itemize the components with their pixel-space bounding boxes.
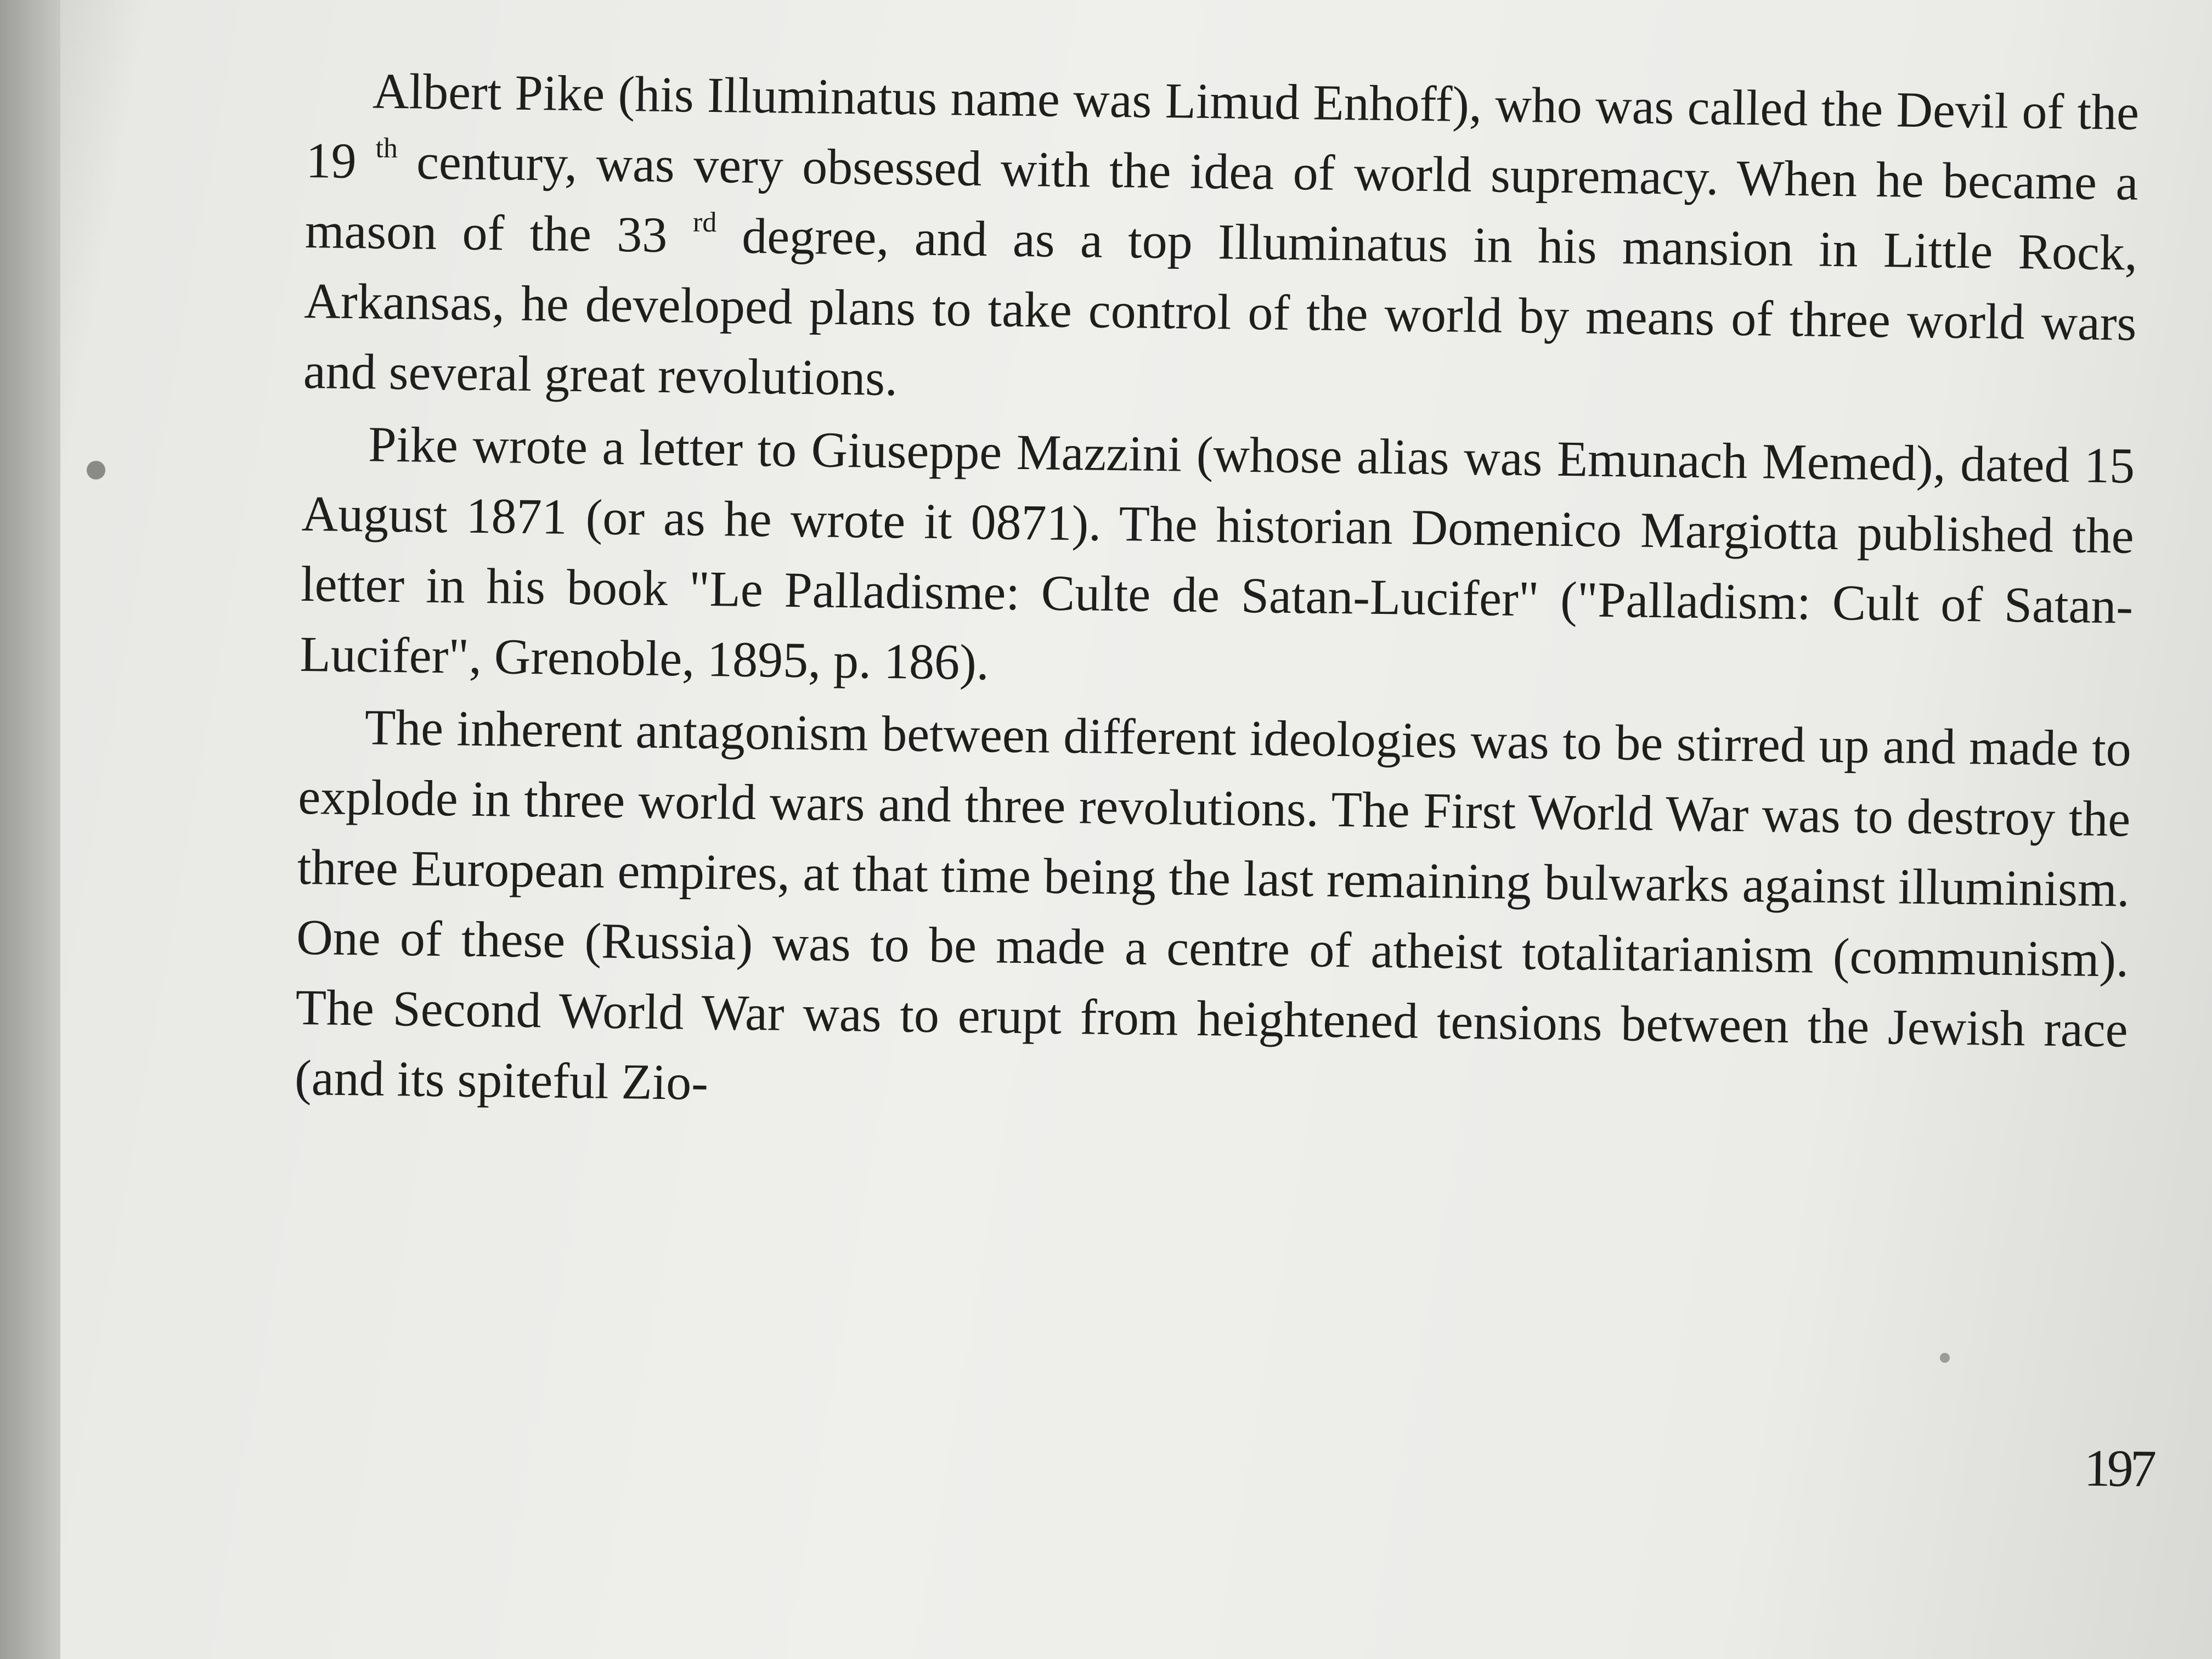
paragraph-1-text-b: century, was very obsessed with the idea of world supremacy. When he became a mason of the 33 [304, 133, 2139, 263]
paragraph-1 [303, 55, 2140, 428]
paragraph-1-text-c: degree, and as a top Illuminatus in his mansion in Little Rock, Arkansas, he developed plans to take control of the world by means of three world wars and several great revolutions. [303, 207, 2138, 407]
page-number: 197 [2084, 1438, 2154, 1498]
superscript-th: th [375, 132, 398, 165]
book-page [289, 55, 2154, 1624]
paragraph-2: Pike wrote a letter to Giuseppe Mazzini (whose alias was Emunach Memed), dated 15 August 1871 (or as he wrote it 0871). The historian Domenico Margiotta published the letter in his book "Le Palladisme: Culte de Satan-Lucifer" ("Palladism: Cult of Satan-Lucifer", Grenoble, 1895, p. 186). [300, 416, 2135, 691]
superscript-rd: rd [692, 206, 717, 239]
paragraph-1-text-a: Albert Pike (his Illuminatus name was Limud Enhoff), who was called the Devil of the 19 [306, 63, 2140, 189]
screen-bezel [0, 0, 60, 1659]
screen-dust-dot [87, 461, 105, 479]
paragraph-3: The inherent antagonism between different ideologies was to be stirred up and made to explode in three world wars and three revolutions. The First World War was to destroy the three European empires, at that time being the last remaining bulwarks against illuminism. One of these (Russia) was to be made a centre of atheist totalitarianism (communism). The Second World War was to erupt from heightened tensions between the Jewish race (and its spiteful Zio- [294, 699, 2132, 1111]
